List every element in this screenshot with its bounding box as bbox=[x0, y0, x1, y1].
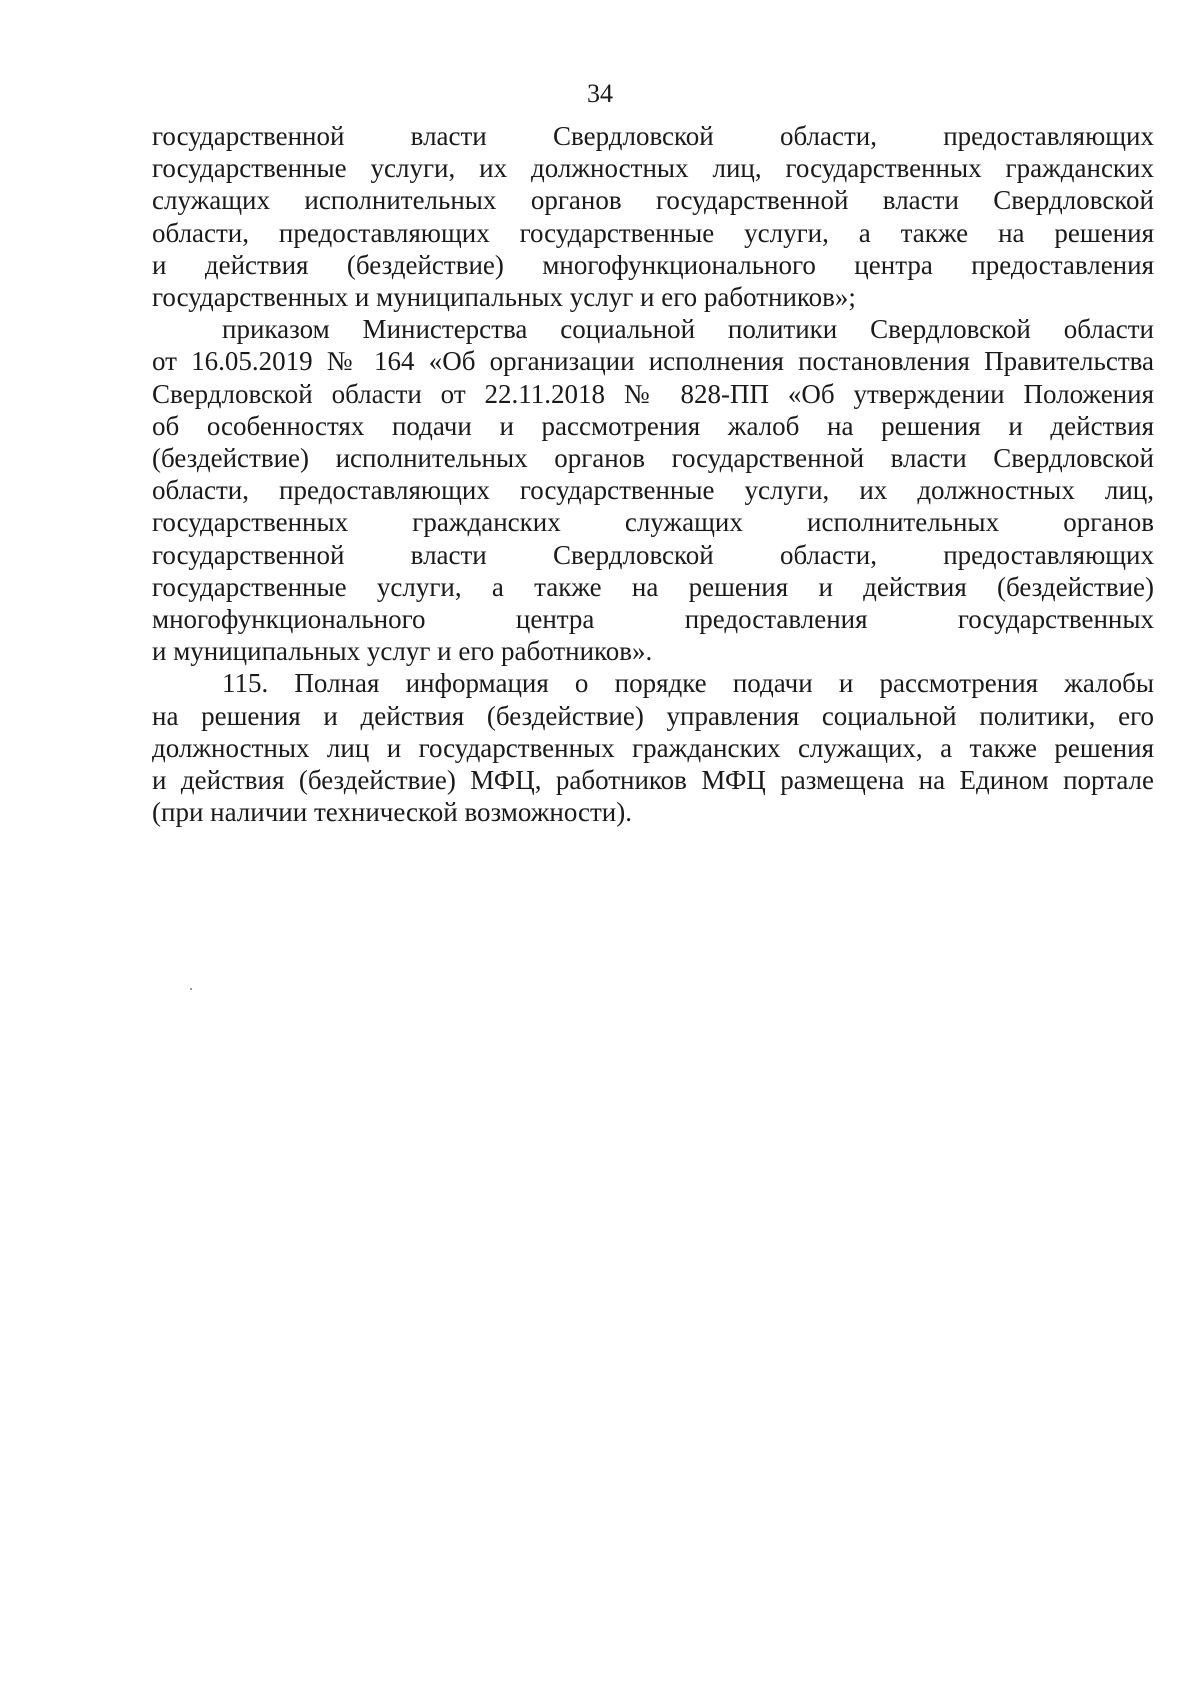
page-number: 34 bbox=[587, 79, 613, 108]
text-line: области, предоставляющих государственные услуги, а также на решения bbox=[152, 217, 1154, 248]
paragraph-order-reference bbox=[152, 313, 1154, 667]
text-line: государственные услуги, их должностных лиц, государственных гражданских bbox=[152, 153, 1154, 184]
text-line: служащих исполнительных органов государственной власти Свердловской bbox=[152, 185, 1154, 216]
paragraph-continuation bbox=[152, 120, 1154, 313]
text-line: и действия (бездействие) МФЦ, работников МФЦ размещена на Едином портале bbox=[152, 765, 1154, 796]
text-line: 115. Полная информация о порядке подачи и рассмотрения жалобы bbox=[222, 668, 1154, 699]
text-line: государственной власти Свердловской области, предоставляющих bbox=[152, 121, 1154, 151]
text-line: должностных лиц и государственных гражданских служащих, а также решения bbox=[152, 732, 1154, 763]
document-body bbox=[152, 120, 1154, 828]
text-line: об особенностях подачи и рассмотрения жалоб на решения и действия bbox=[152, 410, 1154, 441]
text-line: многофункционального центра предоставления государственных bbox=[152, 604, 1154, 635]
text-line: (бездействие) исполнительных органов государственной власти Свердловской bbox=[152, 443, 1154, 474]
text-line: и действия (бездействие) многофункционального центра предоставления bbox=[152, 249, 1154, 280]
text-line: Свердловской области от 22.11.2018 № 828-ПП «Об утверждении Положения bbox=[152, 378, 1154, 409]
scan-speck bbox=[190, 988, 192, 990]
text-line: и муниципальных услуг и его работников». bbox=[152, 636, 653, 667]
text-line: государственные услуги, а также на решения и действия (бездействие) bbox=[152, 571, 1154, 602]
text-line: государственной власти Свердловской области, предоставляющих bbox=[152, 539, 1154, 570]
text-line: области, предоставляющих государственные услуги, их должностных лиц, bbox=[152, 475, 1154, 506]
paragraph-115 bbox=[152, 667, 1154, 828]
text-line: на решения и действия (бездействие) управления социальной политики, его bbox=[152, 700, 1154, 731]
text-line: приказом Министерства социальной политики Свердловской области bbox=[222, 314, 1154, 345]
text-line: (при наличии технической возможности). bbox=[152, 797, 632, 828]
text-line: государственных гражданских служащих исполнительных органов bbox=[152, 507, 1154, 538]
text-line: от 16.05.2019 № 164 «Об организации исполнения постановления Правительства bbox=[152, 346, 1154, 377]
text-line: государственных и муниципальных услуг и его работников»; bbox=[152, 282, 856, 313]
